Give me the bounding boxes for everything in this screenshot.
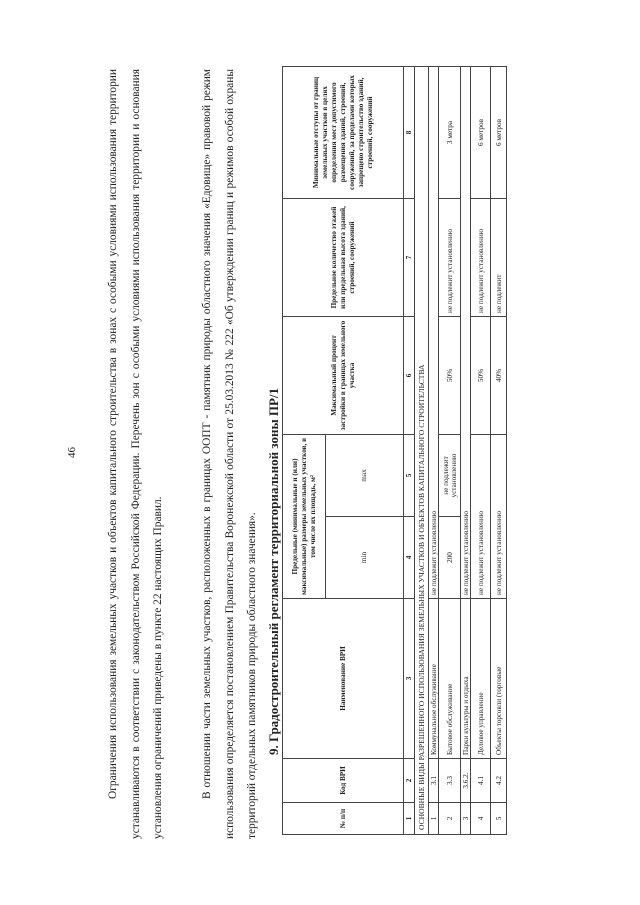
section-title: ОСНОВНЫЕ ВИДЫ РАЗРЕШЕННОГО ИСПОЛЬЗОВАНИЯ ЗЕМЕЛЬНЫХ УЧАСТКОВ И ОБЪЕКТОВ КАПИТАЛЬНОГО СТРОИТЕЛЬСТВА (415, 66, 429, 834)
header-code: Код ВРИ (283, 759, 404, 803)
cell-num: 4 (471, 803, 491, 835)
paragraph-restrictions: Ограничения использования земельных участков и объектов капитального строительства в зонах с особыми условиями использования территории устанавливаются в соответствии с законодательством Российской Федерации. Перечень зон с особыми условиями использования территории и основания установления ограничений приведены в пункте 22 настоящих Правил. (107, 69, 164, 839)
column-number-row (404, 66, 415, 834)
page-number: 46 (66, 447, 78, 458)
cell-num: 1 (429, 803, 439, 835)
cell-size: не подлежит установлению (471, 434, 491, 598)
paragraph-protected-area: В отношении части земельных участков, расположенных в границах ООПТ - памятник природы областного значения «Едовище» правовой режим использования определяется постановлением Правительства Воронежской области от 25.03.2013 № 222 «Об утверждении границ и режимов особой охраны территорий отдельных памятников природы областного значения». (201, 69, 258, 839)
cell-size: не подлежит установлению (491, 434, 507, 598)
cell-percent: 50% (471, 316, 491, 434)
regulation-table (282, 66, 507, 835)
cell-num: 3 (461, 803, 471, 835)
header-name: Наименование ВРИ (283, 599, 404, 759)
cell-setback: 6 метров (471, 66, 491, 198)
section-row (415, 66, 429, 834)
cell-code: 4.1 (471, 759, 491, 803)
header-min: min (326, 517, 404, 599)
col-number: 1 (404, 803, 415, 835)
cell-code: 3.3 (439, 759, 461, 803)
cell-percent: 40% (491, 316, 507, 434)
header-max: max (326, 434, 404, 516)
header-setback: Минимальные отступы от границ земельных участков в целях определения мест допустимого размещения зданий, строений, сооружений, за пределами которых запрещено строительство зданий, строений, сооружений (283, 66, 404, 198)
cell-num: 5 (491, 803, 507, 835)
cell-name: Бытовое обслуживание (439, 599, 461, 759)
col-number: 8 (404, 66, 415, 198)
cell-merged: не подлежит установлению (429, 66, 439, 598)
table-row (429, 66, 439, 834)
header-floors: Предельное количество этажей или предельная высота зданий, строений, сооружений (283, 198, 404, 316)
cell-percent: 50% (439, 316, 461, 434)
cell-name: Коммунальное обслуживание (429, 599, 439, 759)
table-row (491, 66, 507, 834)
cell-floors: не подлежит (491, 198, 507, 316)
col-number: 3 (404, 599, 415, 759)
cell-floors: не подлежит установлению (439, 198, 461, 316)
cell-num: 2 (439, 803, 461, 835)
cell-setback: 6 метров (491, 66, 507, 198)
cell-name: Объекты торговли (торговые (491, 599, 507, 759)
cell-setback: 3 метра (439, 66, 461, 198)
table-row (471, 66, 491, 834)
cell-floors: не подлежит установлению (471, 198, 491, 316)
col-number: 4 (404, 517, 415, 599)
section-heading: 9. Градостроительный регламент территориальной зоны ПР/1 (266, 387, 281, 755)
header-row-1 (283, 66, 326, 834)
table-row (439, 66, 461, 834)
cell-name: Парки культуры и отдыха (461, 599, 471, 759)
col-number: 5 (404, 434, 415, 516)
col-number: 6 (404, 316, 415, 434)
cell-name: Деловое управление (471, 599, 491, 759)
cell-min: 200 (439, 517, 461, 599)
header-percent: Максимальный процент застройки в границах земельного участка (283, 316, 404, 434)
table-row (461, 66, 471, 834)
cell-max: не подлежит установлению (439, 434, 461, 516)
col-number: 7 (404, 198, 415, 316)
cell-merged: не подлежит установлению (461, 66, 471, 598)
col-number: 2 (404, 759, 415, 803)
header-num: № п/п (283, 803, 404, 835)
header-size-group: Предельные (минимальные и (или) максимальные) размеры земельных участков, в том числе их площадь, м² (283, 434, 326, 598)
cell-code: 3.6.2. (461, 759, 471, 803)
cell-code: 4.2 (491, 759, 507, 803)
cell-code: 3.1 (429, 759, 439, 803)
